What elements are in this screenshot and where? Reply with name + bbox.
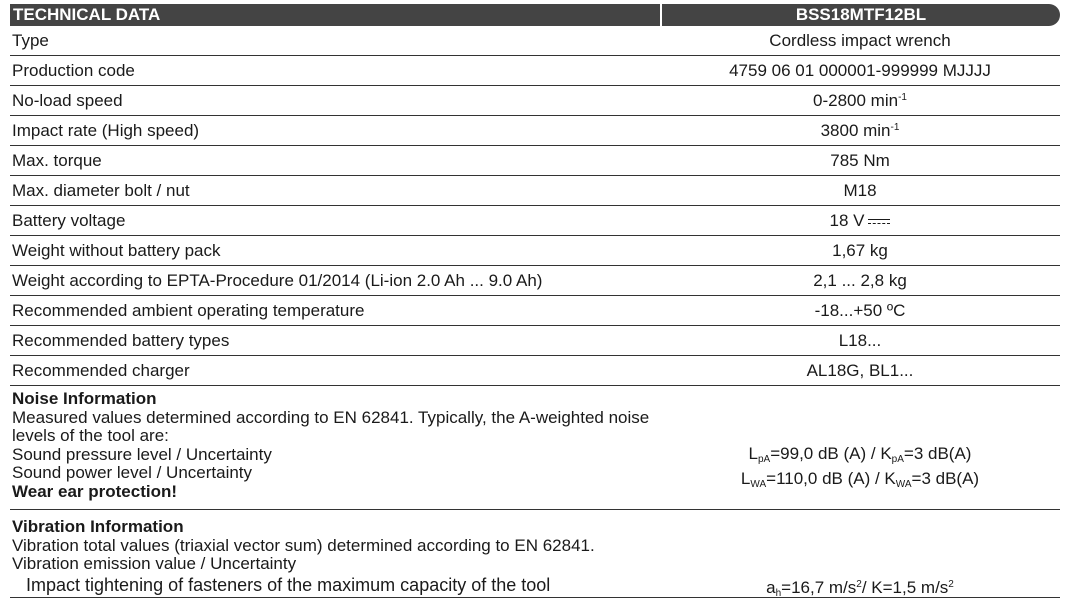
- symbol: a: [766, 578, 776, 597]
- row-value: 1,67 kg: [832, 240, 888, 260]
- row-value: 2,1 ... 2,8 kg: [813, 270, 907, 290]
- row-label: Max. diameter bolt / nut: [12, 180, 190, 200]
- row-label: Weight without battery pack: [12, 240, 221, 260]
- table-row: [10, 116, 1060, 146]
- row-label: Production code: [12, 60, 135, 80]
- subscript: WA: [895, 478, 912, 490]
- vibration-text: [10, 518, 660, 597]
- row-value-wrap: [660, 91, 1060, 111]
- table-row: [10, 356, 1060, 386]
- row-value: 785 Nm: [830, 150, 890, 170]
- header-title: TECHNICAL DATA: [13, 5, 161, 24]
- row-label: Weight according to EPTA-Procedure 01/2014 (Li-ion 2.0 Ah ... 9.0 Ah): [12, 270, 543, 290]
- technical-data-table: [10, 4, 1060, 598]
- vibration-desc-1: Vibration total values (triaxial vector sum) determined according to EN 62841.: [12, 535, 595, 555]
- row-label: No-load speed: [12, 90, 123, 110]
- row-label: Max. torque: [12, 150, 102, 170]
- vibration-desc-2: Vibration emission value / Uncertainty: [12, 554, 297, 573]
- row-value-wrap: [660, 121, 1060, 141]
- table-row: [10, 146, 1060, 176]
- row-label: Impact rate (High speed): [12, 120, 200, 140]
- value: =110,0 dB (A) / K: [766, 468, 896, 488]
- table-row: [10, 86, 1060, 116]
- noise-pressure-label: Sound pressure level / Uncertainty: [12, 444, 272, 464]
- table-row: [10, 296, 1060, 326]
- vibration-value: [660, 518, 1060, 597]
- value: =16,7 m/s: [781, 578, 857, 597]
- row-value: 18 V: [829, 210, 865, 230]
- noise-power-label: Sound power level / Uncertainty: [12, 463, 253, 482]
- row-value: L18...: [838, 330, 882, 350]
- uncertainty: / K=1,5 m/s: [861, 578, 949, 597]
- symbol: L: [740, 468, 751, 488]
- row-value-sup: -1: [898, 91, 907, 103]
- row-label: Battery voltage: [12, 210, 126, 230]
- row-label: Recommended ambient operating temperature: [12, 300, 365, 320]
- row-value-sup: -1: [890, 121, 900, 133]
- table-row: [10, 176, 1060, 206]
- value: =99,0 dB (A) / K: [770, 444, 892, 463]
- table-header: [10, 4, 1060, 26]
- row-value: 0-2800 min: [813, 90, 899, 110]
- direct-current-icon: [868, 218, 890, 226]
- subscript: pA: [891, 454, 904, 465]
- table-row: [10, 266, 1060, 296]
- row-value: Cordless impact wrench: [769, 30, 951, 50]
- superscript: 2: [856, 579, 862, 590]
- noise-warning: Wear ear protection!: [12, 481, 178, 501]
- noise-title: Noise Information: [12, 389, 157, 408]
- row-value: AL18G, BL1...: [806, 360, 914, 380]
- noise-power-value: [660, 470, 1060, 495]
- noise-pressure-value: [660, 445, 1060, 470]
- header-model: BSS18MTF12BL: [795, 5, 927, 24]
- uncertainty: =3 dB(A): [903, 444, 972, 463]
- symbol: L: [748, 444, 758, 463]
- table-row: [10, 56, 1060, 86]
- noise-information: [10, 386, 1060, 510]
- row-value: M18: [843, 180, 877, 200]
- uncertainty: =3 dB(A): [911, 468, 980, 488]
- noise-text: [10, 390, 660, 509]
- table-row: [10, 236, 1060, 266]
- row-label: Recommended charger: [12, 360, 190, 380]
- row-value: -18...+50 ºC: [814, 300, 906, 320]
- vibration-item: Impact tightening of fasteners of the maximum capacity of the tool: [26, 574, 551, 595]
- table-row: [10, 206, 1060, 236]
- row-label: Recommended battery types: [12, 330, 230, 350]
- row-value: 4759 06 01 000001-999999 MJJJJ: [729, 60, 991, 80]
- subscript: pA: [758, 454, 771, 465]
- subscript: WA: [750, 478, 767, 490]
- row-value: 3800 min: [820, 120, 891, 140]
- table-row: [10, 26, 1060, 56]
- row-label: Type: [12, 30, 49, 50]
- row-value-wrap: [660, 211, 1060, 231]
- noise-values: [660, 390, 1060, 509]
- table-row: [10, 326, 1060, 356]
- subscript: h: [775, 588, 782, 599]
- superscript: 2: [948, 579, 954, 590]
- vibration-information: [10, 510, 1060, 598]
- vibration-title: Vibration Information: [12, 517, 184, 536]
- noise-desc-2: levels of the tool are:: [12, 426, 169, 445]
- noise-desc-1: Measured values determined according to EN 62841. Typically, the A-weighted noise: [12, 407, 650, 427]
